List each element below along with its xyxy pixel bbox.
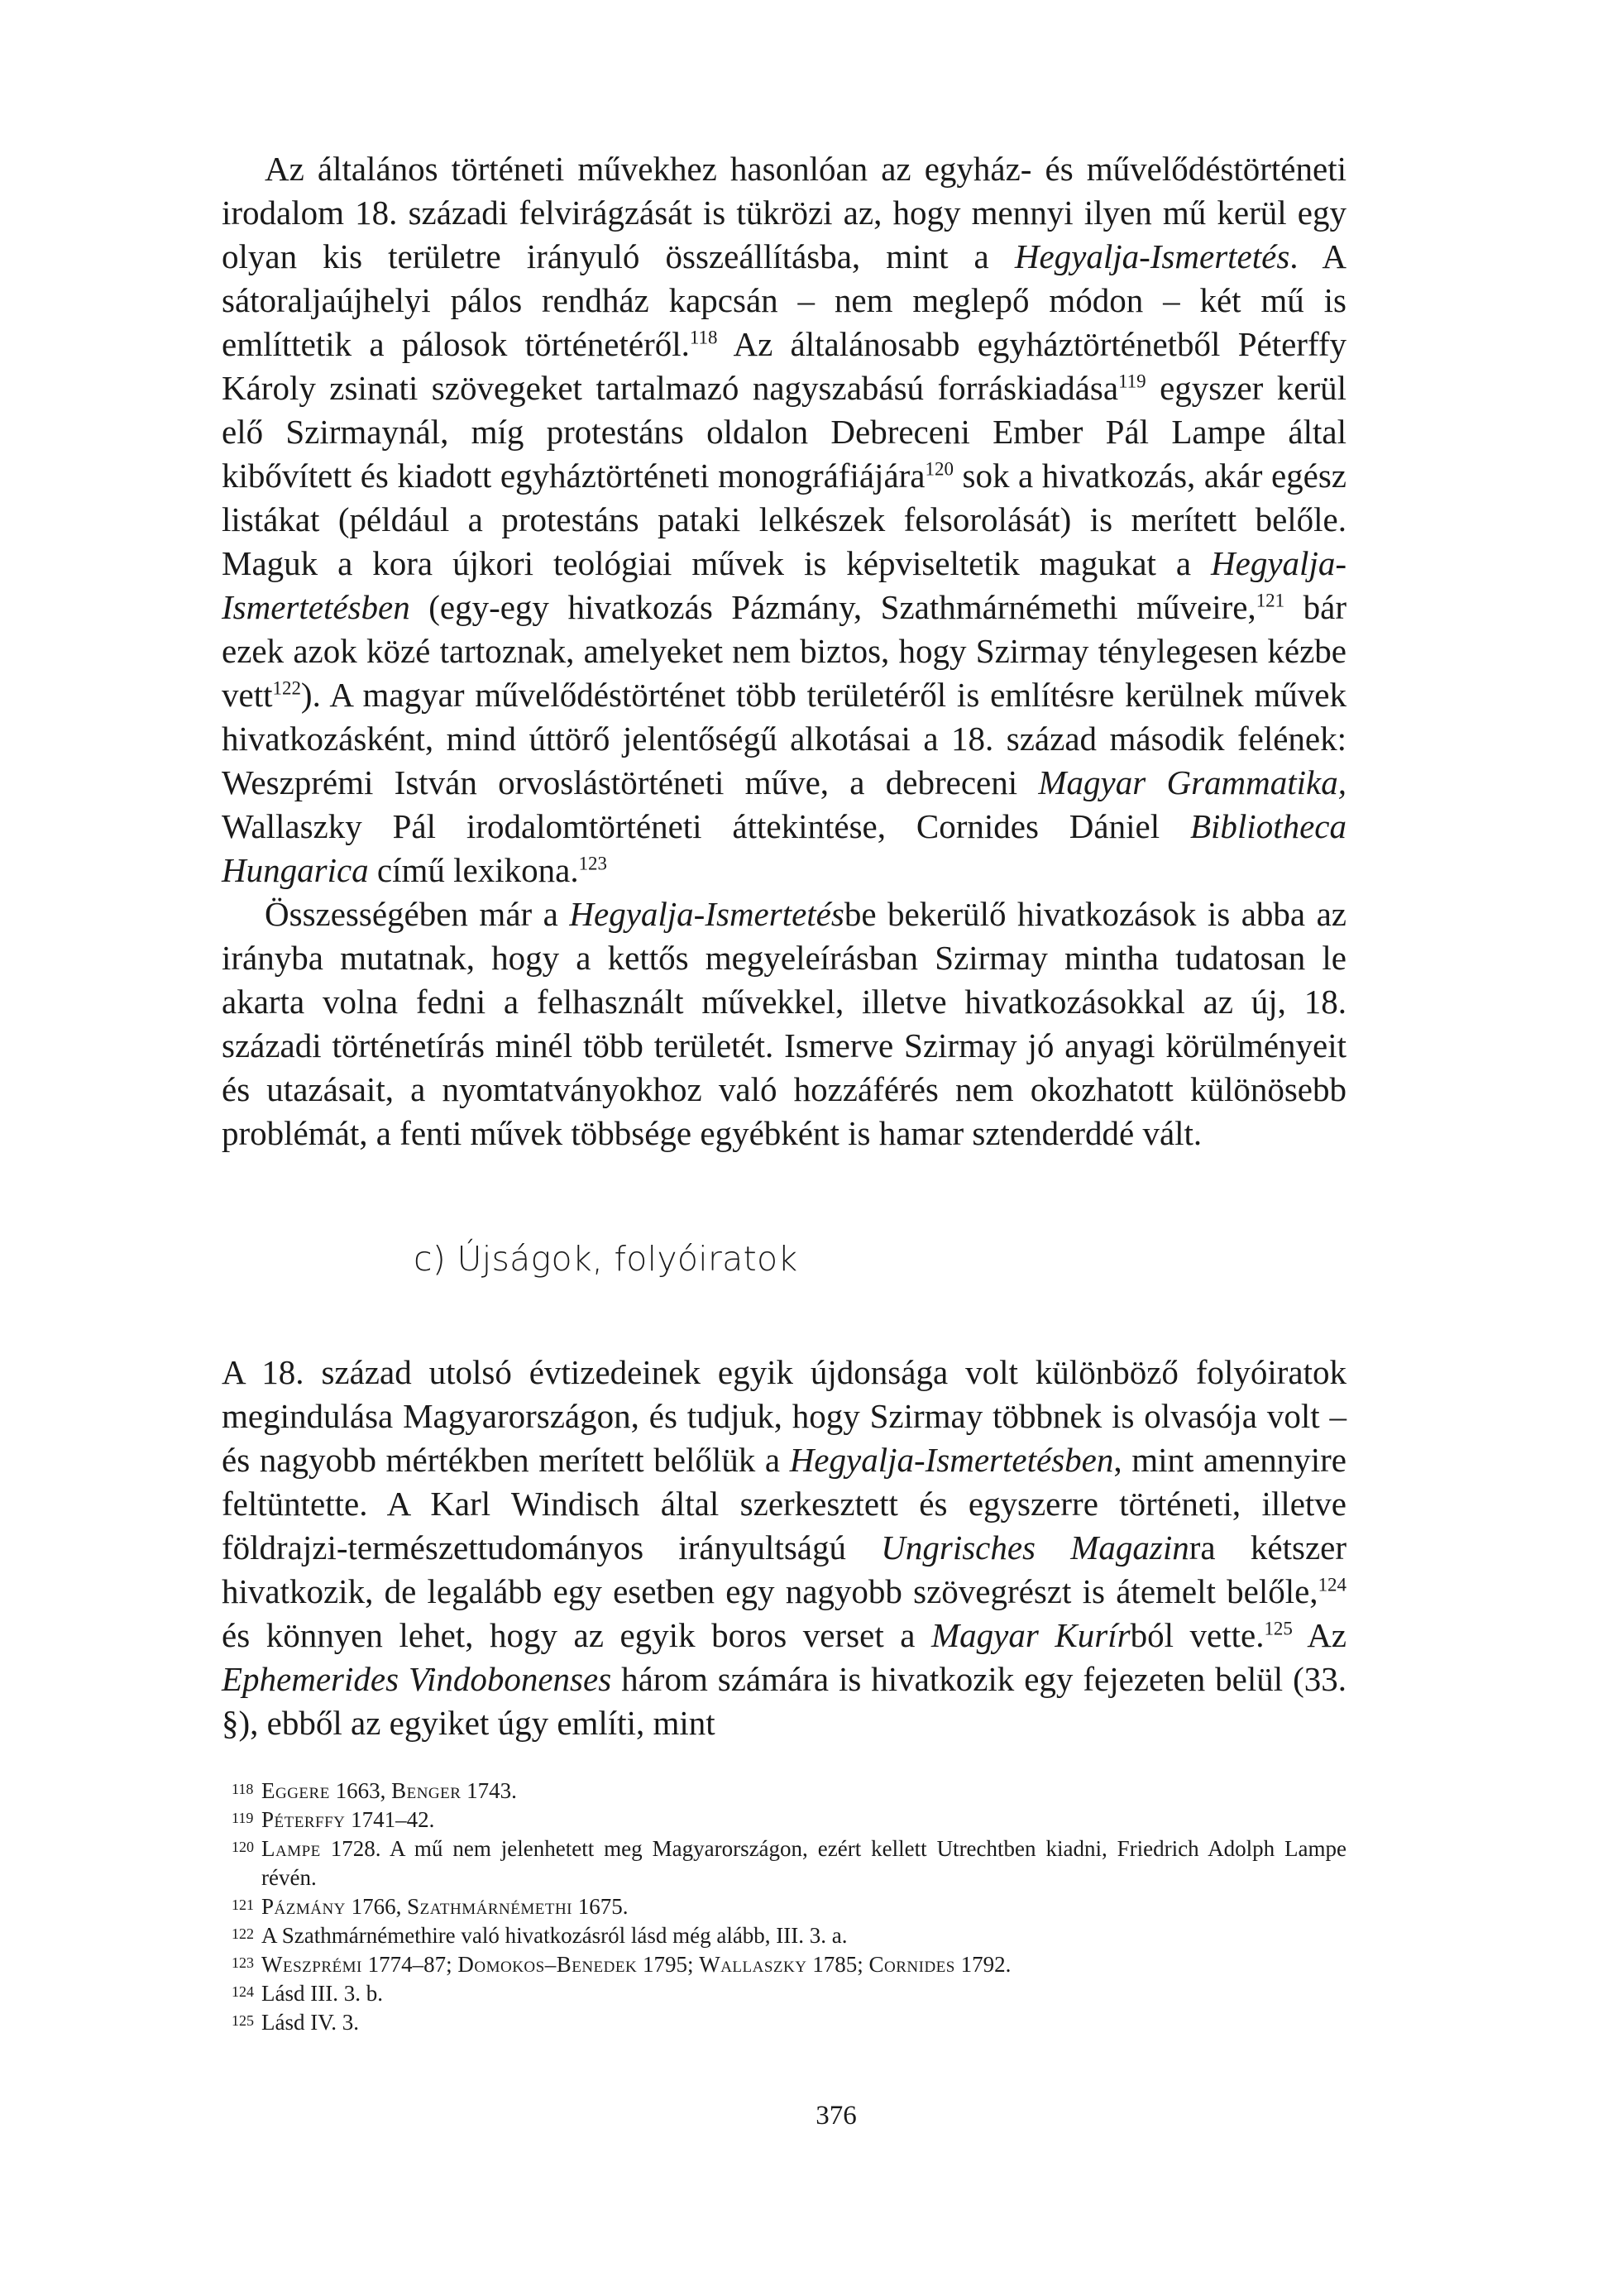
- main-text-block-top: [222, 147, 1347, 1155]
- italic-title: Hegyalja-Ismertetés: [569, 895, 844, 933]
- text-run: , mint amennyire feltüntette. A Karl Windisch által szerkesztett és egyszerre történeti, illetve földrajzi-természettudományos irányultságú: [222, 1441, 1347, 1567]
- footnote-text: 1741–42.: [345, 1807, 435, 1832]
- italic-title: Hegyalja-Ismertetésben: [222, 544, 1347, 626]
- section-heading: c) Újságok, folyóiratok: [414, 1239, 798, 1279]
- paragraph-summary: [222, 892, 1347, 1155]
- text-run: című lexikona.: [368, 851, 579, 889]
- footnote-121: [232, 1892, 1347, 1921]
- footnote-number: 122: [232, 1925, 254, 1942]
- text-run: bár ezek azok közé tartoznak, amelyeket nem biztos, hogy Szirmay ténylegesen kézbe vett: [222, 588, 1347, 714]
- author-name: Weszprémi: [261, 1952, 362, 1977]
- paragraph-church-history: [222, 147, 1347, 892]
- italic-title: Hegyalja-Ismertetésben: [789, 1441, 1114, 1479]
- text-run: és könnyen lehet, hogy az egyik boros verset a: [222, 1616, 932, 1654]
- footnote-ref-119[interactable]: 119: [1118, 371, 1146, 392]
- text-run: . A sátoraljaújhelyi pálos rendház kapcsán – nem meglepő módon – két mű is említtetik a pálosok történetéről.: [222, 237, 1347, 363]
- author-name: Domokos–Benedek: [457, 1952, 638, 1977]
- footnote-118: [232, 1777, 1347, 1806]
- footnote-ref-124[interactable]: 124: [1318, 1574, 1347, 1595]
- footnote-text: Lásd III. 3. b.: [261, 1981, 383, 2006]
- author-name: Cornides: [868, 1952, 955, 1977]
- text-run: sok a hivatkozás, akár egész listákat (például a protestáns pataki lelkészek felsorolását) is merített belőle. Maguk a kora újkori teológiai művek is képviseltetik magukat a: [222, 457, 1347, 582]
- footnote-ref-120[interactable]: 120: [925, 458, 954, 480]
- footnote-ref-122[interactable]: 122: [272, 677, 301, 699]
- footnote-122: [232, 1921, 1347, 1950]
- author-name: Eggere: [261, 1778, 330, 1803]
- footnote-ref-118[interactable]: 118: [689, 327, 718, 348]
- footnote-120: [232, 1834, 1347, 1892]
- paragraph-periodicals: [222, 1351, 1347, 1745]
- author-name: Szathmárnémethi: [407, 1894, 572, 1919]
- footnote-text: 1728. A mű nem jelenhetett meg Magyarországon, ezért kellett Utrechtben kiadni, Friedrich Adolph Lampe révén.: [261, 1836, 1347, 1890]
- footnote-number: 125: [232, 2012, 254, 2029]
- footnote-text: 1785;: [806, 1952, 869, 1977]
- text-run: három számára is hivatkozik egy fejezeten belül (33. §), ebből az egyiket úgy említi, mint: [222, 1660, 1347, 1742]
- footnote-125: [232, 2008, 1347, 2037]
- text-run: Wallaszky Pál irodalomtörténeti áttekintése, Cornides Dániel: [222, 807, 1190, 845]
- footnote-124: [232, 1979, 1347, 2008]
- footnote-text: 1792.: [954, 1952, 1012, 1977]
- footnote-text: 1743.: [461, 1778, 517, 1803]
- footnote-text: 1795;: [637, 1952, 700, 1977]
- italic-title: Magyar Grammatika,: [1038, 763, 1347, 801]
- text-run: Az általános történeti művekhez hasonlóan az egyház- és művelődéstörténeti irodalom 18. századi felvirágzását is tükrözi az, hogy mennyi ilyen mű kerül egy olyan kis területre irányuló összeállításba, mint a: [222, 150, 1347, 275]
- footnote-ref-123[interactable]: 123: [578, 853, 608, 874]
- footnote-number: 119: [232, 1810, 254, 1826]
- footnote-text: 1663,: [329, 1778, 392, 1803]
- footnote-number: 118: [232, 1781, 254, 1797]
- footnote-number: 121: [232, 1897, 254, 1913]
- footnote-123: [232, 1950, 1347, 1979]
- main-text-block-bottom: [222, 1351, 1347, 1745]
- text-run: (egy-egy hivatkozás Pázmány, Szathmárnémethi műveire,: [409, 588, 1256, 626]
- footnote-ref-121[interactable]: 121: [1256, 590, 1285, 611]
- text-run: ). A magyar művelődéstörténet több területéről is említésre kerülnek művek hivatkozásként, mind úttörő jelentőségű alkotásai a 18. század második felének: Weszprémi István orvoslástörténeti műve, a debreceni: [222, 676, 1347, 801]
- text-run: A 18. század utolsó évtizedeinek egyik újdonsága volt különböző folyóiratok megindulása Magyarországon, és tudjuk, hogy Szirmay többnek is olvasója volt – és nagyobb mértékben merített belőlük a: [222, 1353, 1347, 1479]
- author-name: Wallaszky: [699, 1952, 807, 1977]
- footnote-text: Lásd IV. 3.: [261, 2010, 359, 2035]
- footnote-text: A Szathmárnémethire való hivatkozásról lásd még alább, III. 3. a.: [261, 1923, 848, 1948]
- footnotes: [232, 1777, 1347, 2037]
- author-name: Benger: [391, 1778, 462, 1803]
- footnote-number: 123: [232, 1954, 254, 1971]
- text-run: be bekerülő hivatkozások is abba az irányba mutatnak, hogy a kettős megyeleírásban Szirmay mintha tudatosan le akarta volna fedni a felhasznált művekkel, illetve hivatkozásokkal az új, 18. századi történetírás minél több területét. Ismerve Szirmay jó anyagi körülményeit és utazásait, a nyomtatványokhoz való hozzáférés nem okozhatott különösebb problémát, a fenti művek többsége egyébként is hamar sztenderddé vált.: [222, 895, 1347, 1152]
- italic-title: Bibliotheca Hungarica: [222, 807, 1347, 889]
- text-run: egyszer kerül elő Szirmaynál, míg protestáns oldalon Debreceni Ember Pál Lampe által kibővített és kiadott egyháztörténeti monográfiájára: [222, 369, 1347, 495]
- footnote-ref-125[interactable]: 125: [1264, 1618, 1293, 1639]
- italic-title: Ephemerides Vindobonenses: [222, 1660, 612, 1698]
- italic-title: Magyar Kurír: [931, 1616, 1131, 1654]
- text-run: Az: [1292, 1616, 1347, 1654]
- footnote-number: 120: [232, 1839, 254, 1855]
- author-name: Pázmány: [261, 1894, 346, 1919]
- text-run: Összességében már a: [265, 895, 570, 933]
- footnote-text: 1675.: [572, 1894, 629, 1919]
- footnote-number: 124: [232, 1983, 254, 2000]
- text-run: Az általánosabb egyháztörténetből Péterffy Károly zsinati szövegeket tartalmazó nagyszabású forráskiadása: [222, 325, 1347, 407]
- footnote-text: 1766,: [345, 1894, 408, 1919]
- author-name: Péterffy: [261, 1807, 346, 1832]
- text-run: ra kétszer hivatkozik, de legalább egy esetben egy nagyobb szövegrészt is átemelt belőle,: [222, 1528, 1347, 1610]
- author-name: Lampe: [261, 1836, 321, 1861]
- footnote-119: [232, 1806, 1347, 1834]
- italic-title: Ungrisches Magazin: [881, 1528, 1189, 1567]
- italic-title: Hegyalja-Ismertetés: [1014, 237, 1290, 275]
- text-run: ból vette.: [1130, 1616, 1265, 1654]
- footnote-text: 1774–87;: [361, 1952, 458, 1977]
- page-number: 376: [816, 2101, 857, 2131]
